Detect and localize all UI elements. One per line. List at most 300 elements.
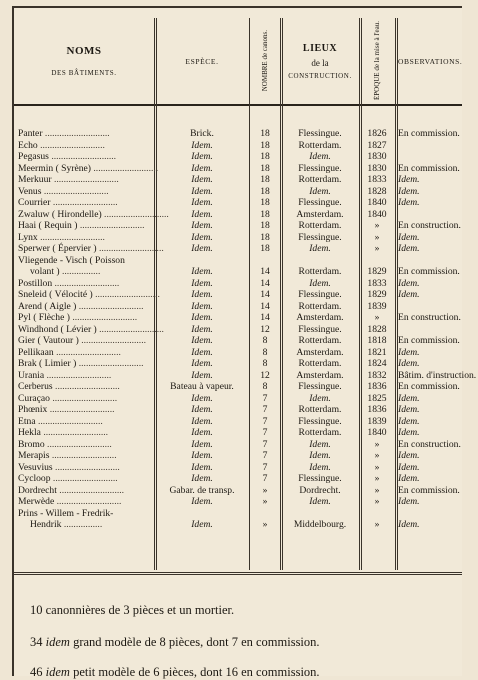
leader-dots: ........................... <box>96 323 164 335</box>
gun-count: 18 <box>260 151 270 162</box>
construction-place: Flessingue. <box>298 197 342 208</box>
summary-word: idem <box>45 665 70 679</box>
construction-place: Amsterdam. <box>296 312 344 323</box>
summary-text: grand modèle de 8 pièces, dont 7 en commission. <box>73 635 320 649</box>
ship-type: Idem. <box>191 243 213 254</box>
ship-name <box>18 289 160 301</box>
observation: Idem. <box>398 289 420 300</box>
observation: En commission. <box>398 128 460 139</box>
ship-type: Idem. <box>191 266 213 277</box>
observation: Idem. <box>398 392 420 404</box>
table-row <box>14 439 462 451</box>
launch-year: 1840 <box>367 197 387 208</box>
gun-count: 7 <box>262 450 268 461</box>
table-row <box>14 289 462 301</box>
ship-name-text: Sneleid ( Vélocité ) ........................... <box>18 289 160 300</box>
leader-dots: ........................... <box>49 392 118 404</box>
gun-count: » <box>262 519 268 530</box>
launch-year: 1839 <box>367 415 387 427</box>
ship-name <box>18 381 152 393</box>
summary-text: canonnières de 3 pièces et un mortier. <box>45 603 235 617</box>
observation: En commission. <box>398 484 460 496</box>
header-type-label: ESPÈCE. <box>185 56 219 66</box>
launch-year: 1833 <box>367 277 387 289</box>
launch-year: 1828 <box>367 323 387 335</box>
ship-name-text: Gier ( Vautour ) ........................... <box>18 335 146 346</box>
ship-name-text: Pyl ( Flèche ) ........................... <box>18 312 138 323</box>
ship-name-text: Merapis ........................... <box>18 450 117 461</box>
table-row <box>14 462 462 474</box>
leader-dots: ........................... <box>42 128 110 139</box>
observation: Idem. <box>398 185 420 197</box>
ship-name-text: Dordrecht ........................... <box>18 484 125 496</box>
summary-line <box>30 665 320 680</box>
ship-type: Idem. <box>191 519 213 530</box>
launch-year: » <box>374 231 380 243</box>
leader-dots: ........................... <box>44 369 112 381</box>
observation: Idem. <box>398 346 420 358</box>
launch-year: 1818 <box>367 335 387 346</box>
construction-place: Flessingue. <box>298 323 342 335</box>
leader-dots: ........................... <box>40 427 109 438</box>
construction-place: Rotterdam. <box>298 174 342 185</box>
leader-dots: ........................... <box>91 162 159 174</box>
header-names-subtitle: DES BÂTIMENTS. <box>51 69 117 77</box>
table-row <box>14 496 462 508</box>
summary-word: idem <box>45 635 70 649</box>
launch-year: 1830 <box>367 151 387 162</box>
ship-name <box>18 496 152 508</box>
ship-type: Idem. <box>191 289 213 300</box>
launch-year: » <box>374 461 380 473</box>
ship-name-text: Haai ( Requin ) ........................... <box>18 220 145 231</box>
construction-place: Flessingue. <box>298 128 342 139</box>
gun-count: 18 <box>260 197 270 208</box>
ship-type: Idem. <box>191 151 213 162</box>
table-row <box>14 393 462 405</box>
construction-place: Middelbourg. <box>293 519 347 530</box>
ship-type: Idem. <box>191 438 213 450</box>
launch-year: 1830 <box>367 162 387 174</box>
construction-place: Rotterdam. <box>298 139 342 151</box>
table-row <box>14 151 462 163</box>
gun-count: 7 <box>262 404 268 415</box>
launch-year: 1832 <box>367 369 387 381</box>
summary-count: 10 <box>30 603 43 617</box>
leader-dots: ........................... <box>44 438 112 450</box>
ship-name-text: Hekla ........................... <box>18 427 109 438</box>
ship-type: Idem. <box>191 139 213 151</box>
ship-type: Idem. <box>191 312 213 323</box>
ship-name <box>18 186 152 198</box>
observation: En commission. <box>398 381 460 392</box>
construction-place: Flessingue. <box>298 231 342 243</box>
ship-name <box>18 416 152 428</box>
ship-name <box>18 220 152 232</box>
ship-name-text: Prins - Willem - Fredrik- <box>18 507 114 519</box>
header-obs <box>398 18 478 104</box>
ship-name <box>18 462 152 474</box>
observation: Bâtim. d'instruction. <box>398 369 477 381</box>
gun-count: 8 <box>262 381 268 392</box>
ship-type: Idem. <box>191 450 213 461</box>
construction-place: Amsterdam. <box>296 369 344 381</box>
ship-name-continued: Hendrik ................ <box>30 519 103 530</box>
gun-count: 18 <box>260 220 270 231</box>
gun-count: 7 <box>262 461 268 473</box>
ship-type: Idem. <box>191 335 213 346</box>
leader-dots: ........................... <box>49 450 117 461</box>
construction-place: Idem. <box>309 461 331 473</box>
launch-year: 1836 <box>367 381 387 392</box>
gun-count: 14 <box>260 277 270 289</box>
construction-place: Idem. <box>309 392 331 404</box>
header-year <box>360 18 394 104</box>
ship-type: Idem. <box>191 162 213 174</box>
gun-count: 8 <box>262 346 268 358</box>
table-row <box>14 324 462 336</box>
ship-type: Idem. <box>191 473 213 484</box>
ship-name <box>18 174 152 186</box>
ship-type: Idem. <box>191 185 213 197</box>
ship-name <box>18 243 164 255</box>
gun-count: » <box>262 496 268 507</box>
observation: En construction. <box>398 312 461 323</box>
table-row <box>14 450 462 462</box>
construction-place: Idem. <box>309 243 331 254</box>
ship-type: Idem. <box>191 323 213 335</box>
gun-count: 14 <box>260 289 270 300</box>
launch-year: 1829 <box>367 266 387 277</box>
summary-count: 46 <box>30 665 43 679</box>
leader-dots: ........................... <box>52 381 120 392</box>
leader-dots: ........................... <box>76 300 144 312</box>
gun-count: 18 <box>260 139 270 151</box>
ship-type: Idem. <box>191 277 213 289</box>
construction-place: Idem. <box>309 185 331 197</box>
gun-count: 8 <box>262 335 268 346</box>
observation: Idem. <box>398 450 420 461</box>
construction-place: Rotterdam. <box>298 220 342 231</box>
document-page <box>12 6 477 679</box>
observation: Idem. <box>398 519 420 530</box>
launch-year: » <box>374 312 380 323</box>
ship-name <box>18 393 152 405</box>
ship-type: Idem. <box>191 346 213 358</box>
header-guns <box>250 18 280 104</box>
ship-name-text: Sperwer ( Épervier ) ........................... <box>18 243 164 254</box>
ship-name <box>18 347 152 359</box>
ship-name-text: Cycloop ........................... <box>18 473 118 484</box>
table-row <box>14 197 462 209</box>
ship-name-text: Meermin ( Syrène) ........................... <box>18 162 159 174</box>
ship-name <box>18 301 152 313</box>
leader-dots: ........................... <box>37 139 105 151</box>
table-row <box>14 128 462 140</box>
ship-name <box>18 427 152 439</box>
construction-place: Idem. <box>309 496 331 507</box>
gun-count: 18 <box>260 208 270 220</box>
ship-name-text: Panter ........................... <box>18 128 110 139</box>
ship-type: Idem. <box>191 358 213 369</box>
observation: Idem. <box>398 496 420 507</box>
table-row <box>14 255 462 278</box>
construction-place: Idem. <box>309 151 331 162</box>
ship-name <box>18 197 152 209</box>
ship-name <box>18 358 152 370</box>
ship-name-text: Lynx ........................... <box>18 231 105 243</box>
launch-year: 1826 <box>367 128 387 139</box>
ship-name-text: Zwaluw ( Hirondelle) ........................... <box>18 208 169 220</box>
ship-name-continued: volant ) ................ <box>30 266 101 277</box>
ship-type: Idem. <box>191 404 213 415</box>
observation: Idem. <box>398 427 420 438</box>
table-row <box>14 473 462 485</box>
ship-name-text: Courrier ........................... <box>18 197 118 208</box>
launch-year: » <box>374 243 380 254</box>
ship-name-text: Brak ( Limier ) ........................... <box>18 358 144 369</box>
observation: En commission. <box>398 335 460 346</box>
leader-dots: ........................... <box>48 151 117 162</box>
summary-line <box>30 603 234 618</box>
ship-type: Bateau à vapeur. <box>170 381 234 392</box>
table-body <box>14 128 477 531</box>
construction-place: Rotterdam. <box>298 427 342 438</box>
table-row <box>14 427 462 439</box>
ship-type: Gabar. de transp. <box>169 484 235 496</box>
launch-year: » <box>374 438 380 450</box>
ship-name-text: Merwède ........................... <box>18 496 122 507</box>
observation: Idem. <box>398 473 420 484</box>
ship-name-text: Bromo ........................... <box>18 438 112 450</box>
ship-name <box>18 162 159 175</box>
construction-place: Amsterdam. <box>296 346 344 358</box>
ship-name <box>18 485 152 497</box>
leader-dots: ................ <box>59 266 101 277</box>
launch-year: 1840 <box>367 427 387 438</box>
ship-name-text: Echo ........................... <box>18 139 105 151</box>
leader-dots: ........................... <box>69 312 138 323</box>
observation: En commission. <box>398 266 460 277</box>
gun-count: 7 <box>262 473 268 484</box>
gun-count: 14 <box>260 300 270 312</box>
leader-dots: ........................... <box>54 496 122 507</box>
gun-count: 8 <box>262 358 268 369</box>
ship-name-text: Arend ( Aigle ) ........................... <box>18 300 144 312</box>
ship-name-text: Pegasus ........................... <box>18 151 117 162</box>
leader-dots: ........................... <box>53 346 121 358</box>
gun-count: 7 <box>262 438 268 450</box>
ship-type: Idem. <box>191 392 213 404</box>
ship-type: Idem. <box>191 208 213 220</box>
ship-type: Idem. <box>191 461 213 473</box>
ship-name-text: Pellikaan ........................... <box>18 346 121 358</box>
observation: Idem. <box>398 197 420 208</box>
leader-dots: ........................... <box>50 197 118 208</box>
leader-dots: ........................... <box>101 208 169 220</box>
ship-name-text: Phœnix ........................... <box>18 404 115 415</box>
ship-name <box>18 151 152 163</box>
observation: En construction. <box>398 220 461 231</box>
table-row <box>14 347 462 359</box>
gun-count: 7 <box>262 427 268 438</box>
ship-name <box>18 140 152 152</box>
launch-year: 1829 <box>367 289 387 300</box>
leader-dots: ........................... <box>47 404 115 415</box>
gun-count: 18 <box>260 231 270 243</box>
ship-name <box>18 278 152 290</box>
table-row <box>14 232 462 244</box>
observation: Idem. <box>398 243 420 254</box>
table-row <box>14 220 462 232</box>
ship-name <box>18 323 164 336</box>
observation: Idem. <box>398 461 420 473</box>
ship-type: Idem. <box>191 231 213 243</box>
leader-dots: ........................... <box>56 484 125 496</box>
launch-year: 1825 <box>367 392 387 404</box>
ship-name <box>18 232 152 244</box>
ship-name <box>18 439 152 451</box>
construction-place: Idem. <box>309 450 331 461</box>
table-row <box>14 312 462 324</box>
header-names-title: NOMS <box>66 45 102 57</box>
table-row <box>14 381 462 393</box>
table-row <box>14 186 462 198</box>
construction-place: Flessingue. <box>298 289 342 300</box>
construction-place: Rotterdam. <box>298 300 342 312</box>
launch-year: 1833 <box>367 174 387 185</box>
header-guns-label: NOMBRE de canons. <box>260 30 269 92</box>
ship-name-text: Urania ........................... <box>18 369 112 381</box>
table-row <box>14 508 462 531</box>
leader-dots: ........................... <box>92 289 160 300</box>
table-row <box>14 278 462 290</box>
header-place <box>282 18 358 104</box>
ship-name-text: Windhond ( Lévier ) ........................... <box>18 323 164 335</box>
table-row <box>14 209 462 221</box>
summary-line <box>30 635 320 650</box>
gun-count: 18 <box>260 185 270 197</box>
construction-place: Rotterdam. <box>298 266 342 277</box>
gun-count: 7 <box>262 392 268 404</box>
ship-name-text: Venus ........................... <box>18 185 109 197</box>
gun-count: 14 <box>260 266 270 277</box>
ship-name-text: Postillon ........................... <box>18 277 120 289</box>
gun-count: 12 <box>260 369 270 381</box>
leader-dots: ........................... <box>77 220 145 231</box>
ship-name <box>18 335 152 347</box>
ship-name-text: Merkuur ........................... <box>18 174 119 185</box>
ship-name <box>18 255 152 278</box>
launch-year: 1839 <box>367 300 387 312</box>
observation: En commission. <box>398 162 460 174</box>
summary-section <box>14 572 462 679</box>
ship-name <box>18 208 169 221</box>
leader-dots: ........................... <box>78 335 146 346</box>
header-type <box>156 18 248 104</box>
gun-count: 18 <box>260 128 270 139</box>
ship-name <box>18 473 152 485</box>
ship-type: Idem. <box>191 427 213 438</box>
observation: Idem. <box>398 231 420 243</box>
leader-dots: ........................... <box>52 277 120 289</box>
header-place-mid: de la <box>311 57 329 68</box>
construction-place: Flessingue. <box>298 473 342 484</box>
leader-dots: ........................... <box>76 358 144 369</box>
ship-type: Idem. <box>191 496 213 507</box>
ship-name <box>18 404 152 416</box>
table-row <box>14 163 462 175</box>
summary-text: petit modèle de 6 pièces, dont 16 en commission. <box>73 665 320 679</box>
construction-place: Idem. <box>309 438 331 450</box>
gun-count: 14 <box>260 312 270 323</box>
table-row <box>14 404 462 416</box>
ship-name <box>18 508 152 531</box>
launch-year: » <box>374 519 380 530</box>
construction-place: Flessingue. <box>298 162 342 174</box>
ship-name-text: Curaçao ........................... <box>18 392 118 404</box>
observation: Idem. <box>398 277 420 289</box>
gun-count: » <box>262 484 268 496</box>
header-names <box>14 18 154 104</box>
gun-count: 18 <box>260 162 270 174</box>
ship-type: Idem. <box>191 197 213 208</box>
ship-name <box>18 312 152 324</box>
leader-dots: ........................... <box>37 231 105 243</box>
leader-dots: ........................... <box>35 415 103 427</box>
ship-name-text: Vesuvius ........................... <box>18 461 120 473</box>
table-row <box>14 335 462 347</box>
construction-place: Flessingue. <box>298 415 342 427</box>
gun-count: 18 <box>260 243 270 254</box>
table-row <box>14 416 462 428</box>
leader-dots: ........................... <box>52 461 120 473</box>
launch-year: » <box>374 220 380 231</box>
leader-dots: ........................... <box>41 185 109 197</box>
ship-type: Idem. <box>191 369 213 381</box>
construction-place: Rotterdam. <box>298 358 342 369</box>
launch-year: 1828 <box>367 185 387 197</box>
ship-type: Idem. <box>191 415 213 427</box>
ship-name-text: Etna ........................... <box>18 415 103 427</box>
table-row <box>14 140 462 152</box>
ship-type: Idem. <box>191 220 213 231</box>
observation: Idem. <box>398 415 420 427</box>
table-row <box>14 243 462 255</box>
launch-year: » <box>374 484 380 496</box>
construction-place: Rotterdam. <box>298 335 342 346</box>
launch-year: 1827 <box>367 139 387 151</box>
ship-name <box>18 450 152 462</box>
ships-table <box>14 18 477 570</box>
launch-year: 1821 <box>367 346 387 358</box>
construction-place: Rotterdam. <box>298 404 342 415</box>
table-row <box>14 301 462 313</box>
launch-year: 1824 <box>367 358 387 369</box>
ship-name <box>18 370 152 382</box>
ship-type: Brick. <box>190 128 214 139</box>
observation: Idem. <box>398 404 420 415</box>
header-place-title: LIEUX <box>302 42 338 54</box>
header-year-label: ÉPOQUE de la mise à l'eau. <box>372 21 381 101</box>
gun-count: 12 <box>260 323 270 335</box>
header-obs-label: OBSERVATIONS. <box>398 56 463 66</box>
gun-count: 18 <box>260 174 270 185</box>
ship-type: Idem. <box>191 174 213 185</box>
launch-year: 1840 <box>367 208 387 220</box>
launch-year: » <box>374 473 380 484</box>
table-row <box>14 358 462 370</box>
